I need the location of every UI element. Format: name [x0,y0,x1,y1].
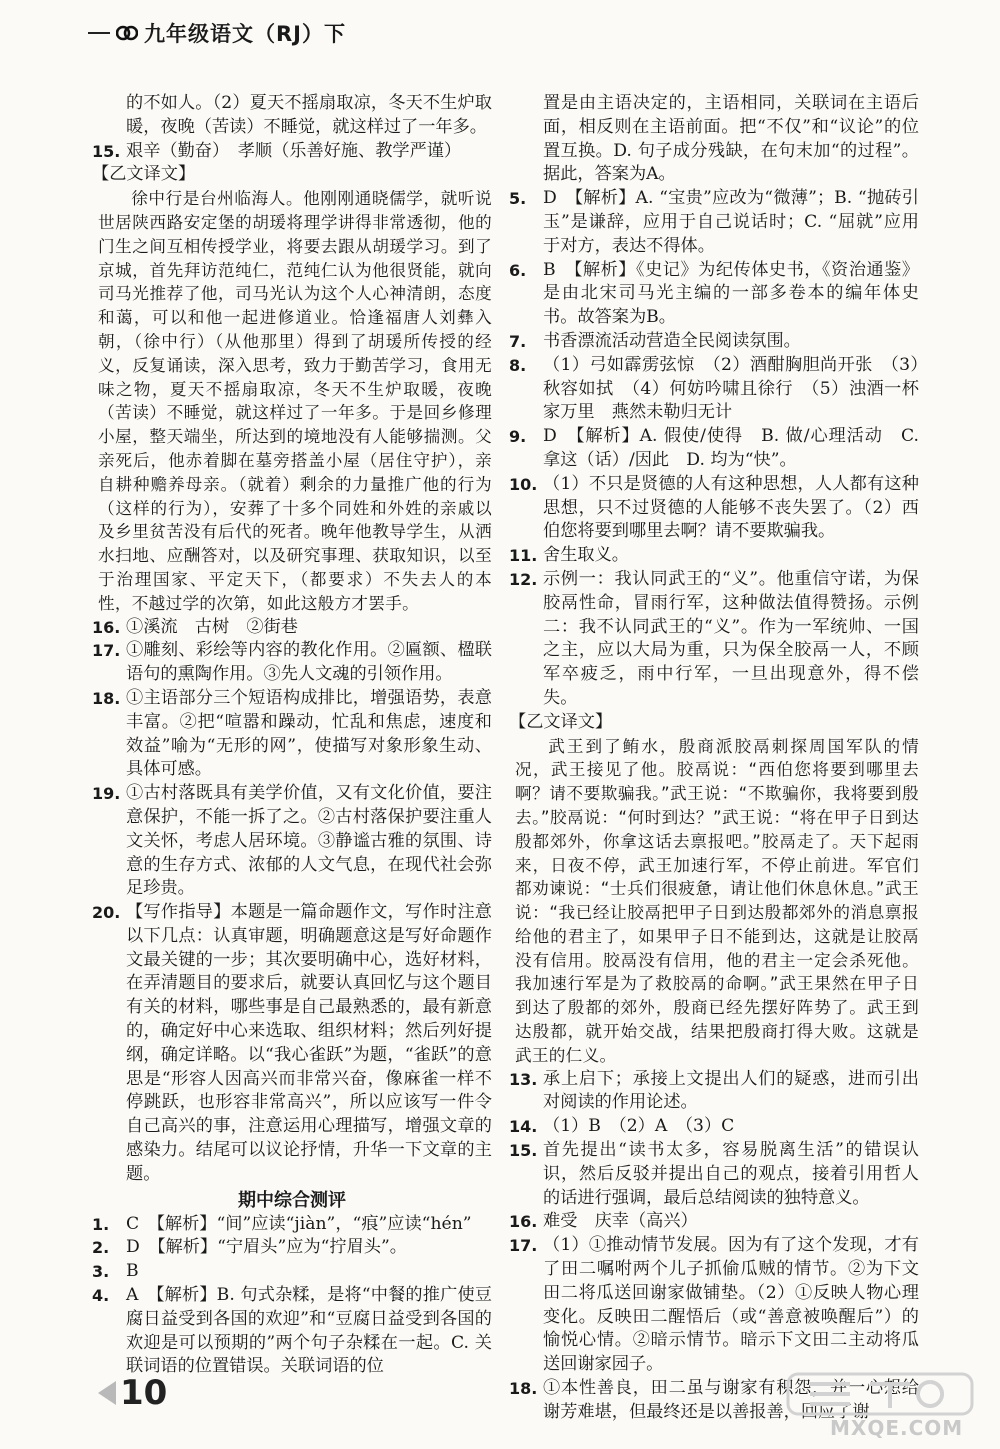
answer-item [509,354,919,425]
watermark-url: MXQE.COM [830,1416,964,1440]
translation-text: 武王到了鲔水，殷商派胶鬲刺探周国军队的情况，武王接见了他。胶鬲说：“西伯您将要到哪里去啊？请不要欺骗我。”武王说：“不欺骗你，我将要到殷去。”胶鬲说：“何时到达？”武王说：“将在甲子日到达殷都郊外，你拿这话去禀报吧。”胶鬲走了。天下起雨来，日夜不停，武王加速行军，不停止前进。军官们都劝谏说：“士兵们很疲惫，请让他们休息休息。”武王说：“我已经让胶鬲把甲子日到达殷都郊外的消息禀报给他的君主了，如果甲子日不能到达，这就是让胶鬲没有信用。胶鬲没有信用，他的君主一定会杀死他。我加速行军是为了救胶鬲的命啊。”武王果然在甲子日到达了殷都的郊外，殷商已经先摆好阵势了。武王到达殷都，就开始交战，结果把殷商打得大败。这就是武王的仁义。 [515,736,919,1065]
answer-item [509,568,919,711]
answer-item [92,1213,492,1237]
answer-text: （1）弓如霹雳弦惊 （2）酒酣胸胆尚开张 （3）秋容如拭 （4）何妨吟啸且徐行 （5）浊酒一杯家万里 燕然未勒归无计 [543,354,919,423]
answer-text: ①溪流 古树 ②街巷 [126,616,298,637]
answer-item [92,639,492,687]
answer-number: 20. [92,903,121,923]
answer-text: 首先提出“读书太多，容易脱离生活”的错误认识，然后反驳并提出自己的观点，接着引用哲人的话进行强调，最后总结阅读的独特意义。 [543,1140,919,1208]
answer-text: 承上启下；承接上文提出人们的疑惑，进而引出对阅读的作用论述。 [543,1068,919,1113]
answer-continuation: 置是由主语决定的，主语相同，关联词在主语后面，相反则在主语前面。把“不仅”和“议论”的位置互换。D. 句子成分残缺，在句末加“的过程”。据此，答案为A。 [543,93,919,185]
answer-number: 3. [92,1262,110,1282]
answer-number: 2. [92,1238,110,1258]
answer-item [92,1260,492,1284]
answer-item [509,473,919,544]
answer-number: 17. [92,641,121,661]
page-title: 九年级语文（RJ）下 [144,22,346,46]
answer-number: 6. [509,260,527,280]
answer-number: 15. [92,141,121,161]
answer-item [92,140,492,164]
answer-item [509,1115,919,1139]
answer-item [92,782,492,901]
answer-text: ①雕刻、彩绘等内容的教化作用。②匾额、楹联语句的熏陶作用。③先人文魂的引领作用。 [126,640,492,685]
answer-number: 5. [509,189,527,209]
watermark [740,1370,990,1442]
answer-item [509,544,919,568]
answer-item [92,901,492,1187]
left-column [92,92,492,1379]
page-number [98,1373,167,1413]
answer-number: 14. [509,1117,538,1137]
answer-number: 16. [509,1212,538,1232]
answer-text: （1）不只是贤德的人有这种思想，人人都有这种思想，只不过贤德的人能够不丧失罢了。（2）西伯您将要到哪里去啊？请不要欺骗我。 [543,473,919,542]
answer-item [92,1284,492,1379]
answer-number: 4. [92,1286,110,1306]
answer-number: 18. [92,688,121,708]
answer-number: 19. [92,784,121,804]
answer-number: 11. [509,546,538,566]
answer-item [509,425,919,473]
answer-text: D 【解析】A. “宝贵”应改为“微薄”；B. “抛砖引玉”是谦辞，应用于自己说话时；C. “屈就”应用于对方，表达不得体。 [543,188,919,256]
answer-item [509,1234,919,1377]
page-header [88,18,346,48]
page-number-text: 10 [120,1373,168,1413]
answer-item [92,687,492,782]
answer-text: 书香漂流活动营造全民阅读氛围。 [543,330,801,351]
book-icon [116,23,138,43]
answer-item [509,259,919,330]
page-arrow-icon [98,1381,116,1405]
answer-text: 【写作指导】本题是一篇命题作文，写作时注意以下几点：认真审题，明确题意这是写好命题作文最关键的一步；其次要明确中心，选好材料，在弄清题目的要求后，就要认真回忆与这个题目有关的材料，哪些事是自己最熟悉的，最有新意的，确定好中心来选取、组织材料；然后列好提纲，确定详略。以“我心雀跃”为题，“雀跃”的意思是“形容人因高兴而非常兴奋，像麻雀一样不停跳跃，也形容非常高兴”，所以应该写一件令自己高兴的事，注意运用心理描写，增强文章的感染力。结尾可以议论抒情，升华一下文章的主题。 [126,902,492,1184]
translation-label: 【乙文译文】 [509,711,613,732]
answer-number: 8. [509,355,527,375]
answer-number: 9. [509,427,527,447]
translation-text: 徐中行是台州临海人。他刚刚通晓儒学，就听说世居陕西路安定堡的胡瑗将理学讲得非常透彻，他的门生之间互相传授学业，将要去跟从胡瑗学习。到了京城，首先拜访范纯仁，范纯仁认为他很贤能，就向司马光推荐了他，司马光认为这个人心神清朗，态度和蔼，可以和他一起进修道业。恰逢福唐人刘彝入朝，（徐中行）（从他那里）得到了胡瑗所传授的经义，反复诵读，深入思考，致力于勤苦学习，食用无味之物，夏天不摇扇取凉，冬天不生炉取暖，夜晚（苦读）不睡觉，就这样过了一年多。于是回乡修理小屋，整天端坐，所达到的境地没有人能够揣测。父亲死后，他赤着脚在墓旁搭盖小屋（居住守护），亲自耕种赡养母亲。（就着）剩余的力量推广他的行为（这样的行为），安葬了十多个同姓和外姓的亲戚以及乡里贫苦没有后代的死者。晚年他教导学生，从洒水扫地、应酬答对，以及研究事理、获取知识，以至于治理国家、平定天下，（都要求）不失去人的本性，不越过学的次第，如此这般方才罢手。 [98,189,492,613]
answer-number: 17. [509,1236,538,1256]
right-column [509,92,919,1425]
answer-text: C 【解析】“间”应读“jiàn”，“痕”应读“hén” [126,1213,472,1234]
section-heading: 期中综合测评 [238,1189,346,1211]
answer-text: ①主语部分三个短语构成排比，增强语势，表意丰富。②把“喧嚣和躁动，忙乱和焦虑，速度和效益”喻为“无形的网”，使描写对象形象生动、具体可感。 [126,687,492,780]
answer-item [509,1068,919,1116]
watermark-logo [780,1370,980,1418]
answer-item [92,616,492,640]
answer-number: 7. [509,331,527,351]
answer-continuation: 的不如人。（2）夏天不摇扇取凉，冬天不生炉取暖，夜晚（苦读）不睡觉，就这样过了一年多。 [126,93,492,137]
answer-text: B 【解析】《史记》为纪传体史书，《资治通鉴》是由北宋司马光主编的一部多卷本的编年体史书。故答案为B。 [543,259,919,328]
answer-text: 难受 庆幸（高兴） [543,1211,698,1232]
answer-item [509,187,919,258]
answer-text: ①本性善良，田二虽与谢家有积怨，并一心想给谢芳难堪，但最终还是以善报善，回应了谢 [543,1378,919,1422]
answer-number: 15. [509,1141,538,1161]
answer-number: 1. [92,1214,110,1234]
answer-number: 16. [92,617,121,637]
answer-item [92,1236,492,1260]
header-rule [88,32,110,34]
answer-text: A 【解析】B. 句式杂糅，是将“中餐的推广使豆腐日益受到各国的欢迎”和“豆腐日益受到各国的欢迎是可以预期的”两个句子杂糅在一起。C. 关联词语的位置错误。关联词语的位 [126,1285,492,1377]
answer-text: ①古村落既具有美学价值，又有文化价值，要注意保护，不能一拆了之。②古村落保护要注重人文关怀，考虑人居环境。③静谧古雅的氛围、诗意的生存方式、浓郁的人文气息，在现代社会弥足珍贵。 [126,783,492,899]
answer-text: D 【解析】A. 假使/使得 B. 做/心理活动 C. 拿这（话）/因此 D. 均为“快”。 [543,426,919,470]
answer-text: （1）①推动情节发展。因为有了这个发现，才有了田二嘱咐两个儿子抓偷瓜贼的情节。②为下文田二将瓜送回谢家做铺垫。（2）①反映人物心理变化。反映田二醒悟后（或“善意被唤醒后”）的愉悦心情。②暗示情节。暗示下文田二主动将瓜送回谢家园子。 [543,1235,919,1375]
answer-item [509,330,919,354]
answer-text: B [126,1261,139,1282]
answer-item [509,1210,919,1234]
answer-text: （1）B （2）A （3）C [543,1116,735,1137]
answer-number: 12. [509,569,538,589]
answer-item [509,1139,919,1210]
answer-number: 18. [509,1379,538,1399]
answer-text: D 【解析】“宁眉头”应为“拧眉头”。 [126,1237,407,1258]
answer-text: 艰辛（勤奋） 孝顺（乐善好施、教学严谨） [126,140,462,161]
answer-number: 10. [509,474,538,494]
translation-label: 【乙文译文】 [92,164,196,185]
answer-text: 舍生取义。 [543,545,629,566]
answer-text: 示例一：我认同武王的“义”。他重信守诺，为保胶鬲性命，冒雨行军，这种做法值得赞扬。示例二：我不认同武王的“义”。作为一军统帅、一国之主，应以大局为重，只为保全胶鬲一人，不顾军卒疲乏，雨中行军，一旦出现意外，得不偿失。 [543,568,919,708]
answer-number: 13. [509,1069,538,1089]
